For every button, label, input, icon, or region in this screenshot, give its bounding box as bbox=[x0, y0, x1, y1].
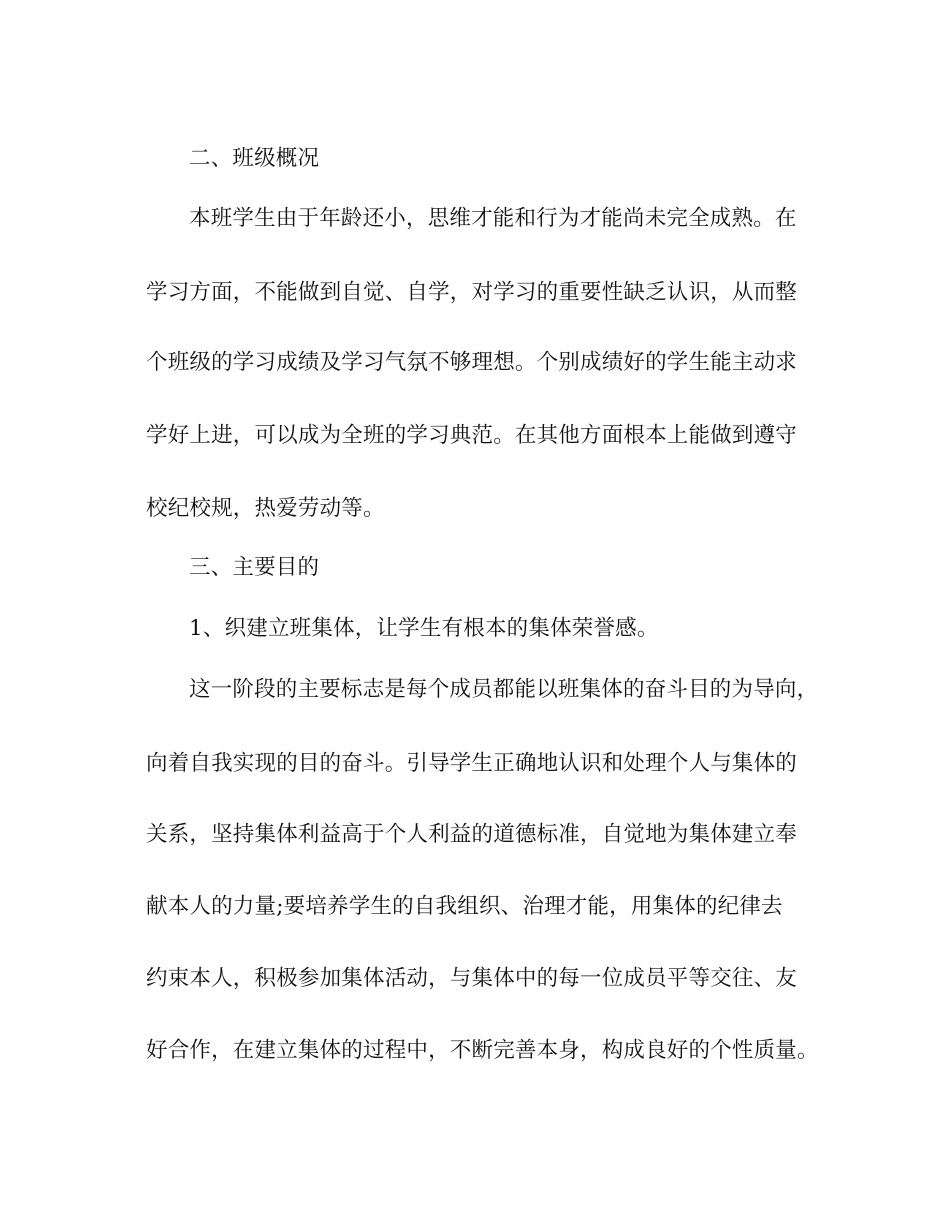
paragraph-line: 校纪校规，热爱劳动等。 bbox=[146, 496, 385, 521]
paragraph-line: 学好上进，可以成为全班的学习典范。在其他方面根本上能做到遵守 bbox=[146, 423, 798, 448]
paragraph-line: 约束本人，积极参加集体活动，与集体中的每一位成员平等交往、友 bbox=[146, 966, 798, 991]
paragraph-line: 献本人的力量;要培养学生的自我组织、治理才能，用集体的纪律去 bbox=[146, 894, 783, 919]
paragraph-line: 学习方面，不能做到自觉、自学，对学习的重要性缺乏认识，从而整 bbox=[146, 280, 798, 305]
section-heading-class-overview: 二、班级概况 bbox=[189, 146, 320, 171]
goal-item-1: 1、织建立班集体，让学生有根本的集体荣誉感。 bbox=[189, 616, 659, 641]
paragraph-line: 这一阶段的主要标志是每个成员都能以班集体的奋斗目的为导向， bbox=[189, 677, 819, 702]
paragraph-line: 好合作，在建立集体的过程中，不断完善本身，构成良好的个性质量。 bbox=[146, 1038, 819, 1063]
paragraph-line: 关系，坚持集体利益高于个人利益的道德标准，自觉地为集体建立奉 bbox=[146, 822, 798, 847]
section-heading-main-goals: 三、主要目的 bbox=[189, 555, 320, 580]
paragraph-line: 本班学生由于年龄还小，思维才能和行为才能尚未完全成熟。在 bbox=[189, 206, 797, 231]
paragraph-line: 向着自我实现的目的奋斗。引导学生正确地认识和处理个人与集体的 bbox=[146, 751, 798, 776]
paragraph-line: 个班级的学习成绩及学习气氛不够理想。个别成绩好的学生能主动求 bbox=[146, 350, 798, 375]
